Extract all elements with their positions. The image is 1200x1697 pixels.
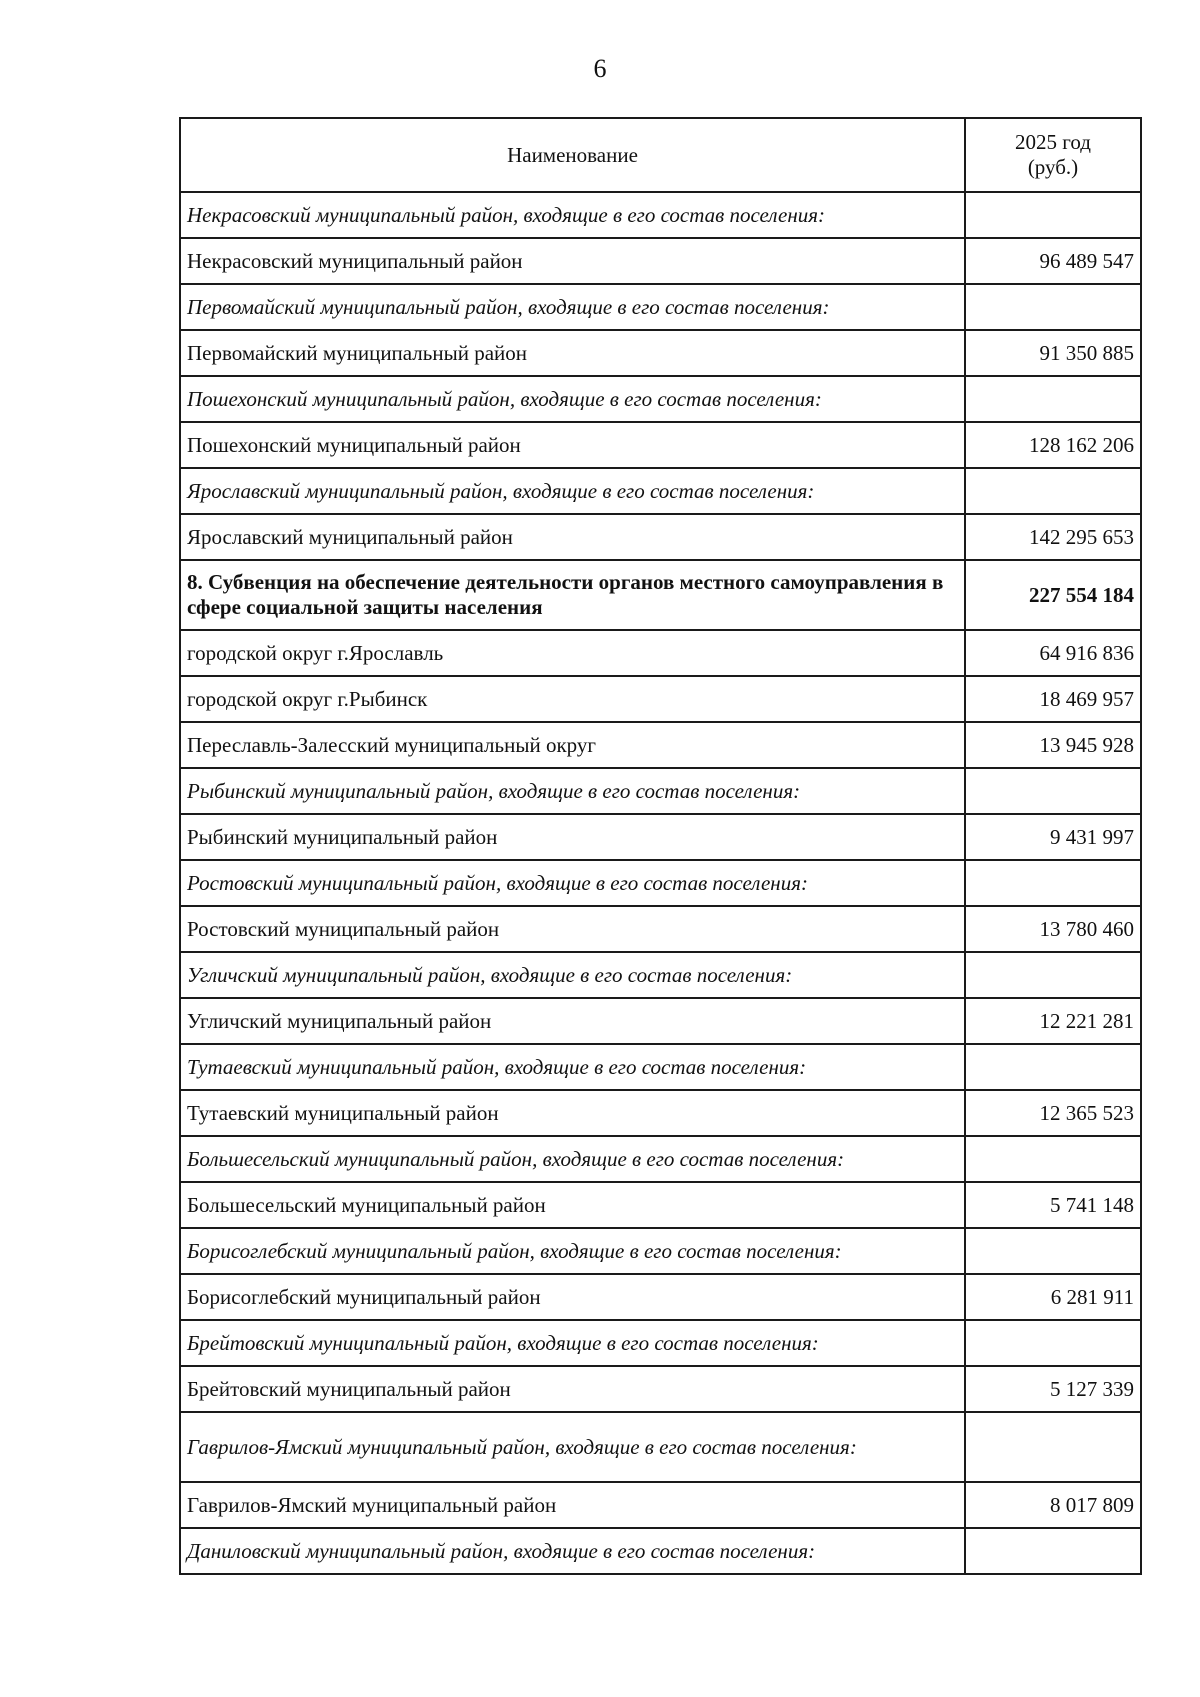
row-name: Тутаевский муниципальный район, входящие в его состав поселения: (180, 1044, 965, 1090)
row-value: 64 916 836 (965, 630, 1141, 676)
row-value: 6 281 911 (965, 1274, 1141, 1320)
row-value (965, 768, 1141, 814)
row-value: 96 489 547 (965, 238, 1141, 284)
row-value: 91 350 885 (965, 330, 1141, 376)
row-name: Ярославский муниципальный район, входящие в его состав поселения: (180, 468, 965, 514)
table-row (180, 422, 1141, 468)
row-value (965, 1320, 1141, 1366)
budget-table (179, 117, 1142, 1575)
section-row (180, 560, 1141, 630)
row-value (965, 1528, 1141, 1574)
row-name: 8. Субвенция на обеспечение деятельности органов местного самоуправления в сфере социальной защиты населения (180, 560, 965, 630)
subheading-row (180, 768, 1141, 814)
table-row (180, 1482, 1141, 1528)
table-row (180, 1274, 1141, 1320)
row-name: Ростовский муниципальный район, входящие в его состав поселения: (180, 860, 965, 906)
row-value: 12 221 281 (965, 998, 1141, 1044)
row-value: 9 431 997 (965, 814, 1141, 860)
table-row (180, 330, 1141, 376)
row-name: Борисоглебский муниципальный район, входящие в его состав поселения: (180, 1228, 965, 1274)
row-value (965, 952, 1141, 998)
header-name: Наименование (180, 118, 965, 192)
row-value: 5 741 148 (965, 1182, 1141, 1228)
table-row (180, 1366, 1141, 1412)
row-value: 12 365 523 (965, 1090, 1141, 1136)
row-name: Большесельский муниципальный район (180, 1182, 965, 1228)
subheading-row (180, 1412, 1141, 1482)
row-value (965, 468, 1141, 514)
table-row (180, 906, 1141, 952)
row-value (965, 1044, 1141, 1090)
row-value: 13 780 460 (965, 906, 1141, 952)
row-value (965, 1228, 1141, 1274)
row-name: Ярославский муниципальный район (180, 514, 965, 560)
row-name: Рыбинский муниципальный район, входящие в его состав поселения: (180, 768, 965, 814)
subheading-row (180, 952, 1141, 998)
page-number: 6 (593, 54, 607, 83)
row-name: Брейтовский муниципальный район, входящие в его состав поселения: (180, 1320, 965, 1366)
row-name: городской округ г.Ярославль (180, 630, 965, 676)
header-value-year: 2025 год (1015, 130, 1091, 154)
subheading-row (180, 192, 1141, 238)
row-value (965, 1136, 1141, 1182)
row-value: 142 295 653 (965, 514, 1141, 560)
row-name: Некрасовский муниципальный район, входящие в его состав поселения: (180, 192, 965, 238)
table-header-row (180, 118, 1141, 192)
subheading-row (180, 468, 1141, 514)
subheading-row (180, 860, 1141, 906)
row-name: Брейтовский муниципальный район (180, 1366, 965, 1412)
subheading-row (180, 1228, 1141, 1274)
row-name: Пошехонский муниципальный район, входящие в его состав поселения: (180, 376, 965, 422)
row-name: Тутаевский муниципальный район (180, 1090, 965, 1136)
subheading-row (180, 1136, 1141, 1182)
row-name: Угличский муниципальный район, входящие в его состав поселения: (180, 952, 965, 998)
row-value (965, 860, 1141, 906)
row-value: 227 554 184 (965, 560, 1141, 630)
row-name: Гаврилов-Ямский муниципальный район, входящие в его состав поселения: (180, 1412, 965, 1482)
subheading-row (180, 376, 1141, 422)
row-name: Пошехонский муниципальный район (180, 422, 965, 468)
table-row (180, 238, 1141, 284)
row-name: Некрасовский муниципальный район (180, 238, 965, 284)
row-name: городской округ г.Рыбинск (180, 676, 965, 722)
table-row (180, 1182, 1141, 1228)
row-value (965, 1412, 1141, 1482)
row-name: Даниловский муниципальный район, входящие в его состав поселения: (180, 1528, 965, 1574)
subheading-row (180, 284, 1141, 330)
row-value (965, 376, 1141, 422)
header-value (965, 118, 1141, 192)
table-row (180, 998, 1141, 1044)
header-value-unit: (руб.) (1027, 155, 1079, 179)
row-value: 5 127 339 (965, 1366, 1141, 1412)
row-value: 13 945 928 (965, 722, 1141, 768)
row-value: 18 469 957 (965, 676, 1141, 722)
subheading-row (180, 1528, 1141, 1574)
table-row (180, 676, 1141, 722)
row-value: 8 017 809 (965, 1482, 1141, 1528)
row-value (965, 192, 1141, 238)
row-name: Гаврилов-Ямский муниципальный район (180, 1482, 965, 1528)
row-value (965, 284, 1141, 330)
row-value: 128 162 206 (965, 422, 1141, 468)
table-row (180, 814, 1141, 860)
row-name: Первомайский муниципальный район (180, 330, 965, 376)
row-name: Переславль-Залесский муниципальный округ (180, 722, 965, 768)
row-name: Рыбинский муниципальный район (180, 814, 965, 860)
table-row (180, 630, 1141, 676)
row-name: Борисоглебский муниципальный район (180, 1274, 965, 1320)
table-row (180, 722, 1141, 768)
subheading-row (180, 1320, 1141, 1366)
subheading-row (180, 1044, 1141, 1090)
table-body (180, 192, 1141, 1574)
row-name: Первомайский муниципальный район, входящие в его состав поселения: (180, 284, 965, 330)
row-name: Ростовский муниципальный район (180, 906, 965, 952)
row-name: Угличский муниципальный район (180, 998, 965, 1044)
table-row (180, 1090, 1141, 1136)
row-name: Большесельский муниципальный район, входящие в его состав поселения: (180, 1136, 965, 1182)
table-row (180, 514, 1141, 560)
